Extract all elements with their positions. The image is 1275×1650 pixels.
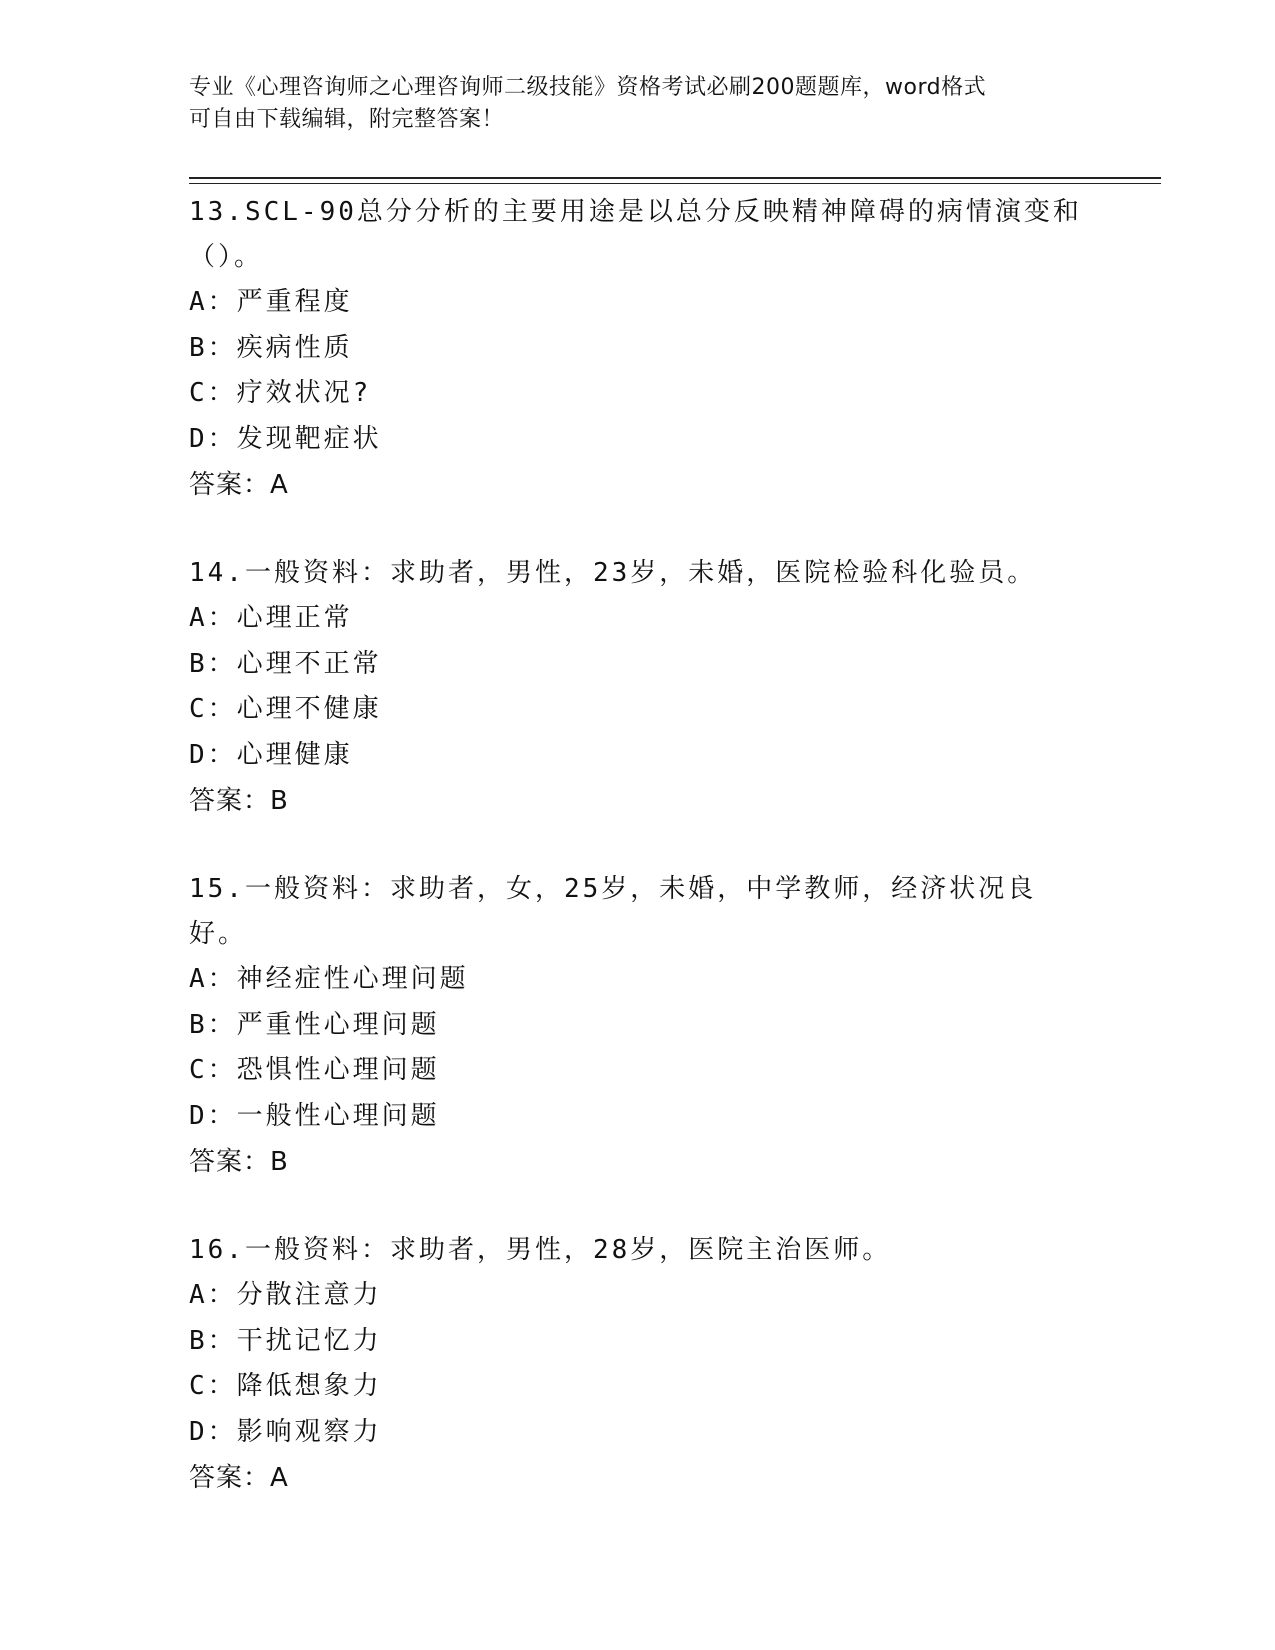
option-a: A：神经症性心理问题 <box>189 964 469 994</box>
option-c: C：恐惧性心理问题 <box>189 1055 440 1085</box>
question-stem: 16.一般资料：求助者，男性，28岁，医院主治医师。 <box>189 1235 892 1265</box>
question-stem: 15.一般资料：求助者，女，25岁，未婚，中学教师，经济状况良好。 <box>189 874 1037 949</box>
question-14 <box>189 551 1089 824</box>
answer-line <box>189 778 1089 824</box>
answer-line <box>189 1455 1089 1501</box>
answer-label: 答案： <box>189 786 271 816</box>
option-b: B：干扰记忆力 <box>189 1325 382 1356</box>
question-stem: 14.一般资料：求助者，男性，23岁，未婚，医院检验科化验员。 <box>189 558 1037 588</box>
header-divider-thin <box>189 183 1161 184</box>
question-15 <box>189 867 1089 1185</box>
option-c: C：疗效状况? <box>189 378 372 408</box>
answer-label: 答案： <box>189 470 271 500</box>
question-list <box>189 190 1089 1544</box>
question-13 <box>189 190 1089 508</box>
document-header <box>189 72 1089 136</box>
option-a: A：分散注意力 <box>189 1280 382 1310</box>
option-list <box>189 280 1089 462</box>
option-a: A：严重程度 <box>189 287 353 317</box>
option-d: D：影响观察力 <box>189 1416 382 1447</box>
option-list <box>189 596 1089 778</box>
option-b: B：疾病性质 <box>189 332 353 363</box>
answer-label: 答案： <box>189 1147 271 1177</box>
option-d: D：一般性心理问题 <box>189 1100 440 1131</box>
answer-value: B <box>270 786 289 816</box>
question-16 <box>189 1228 1089 1501</box>
option-b: B：严重性心理问题 <box>189 1009 440 1040</box>
question-stem: 13.SCL-90总分分析的主要用途是以总分反映精神障碍的病情演变和（）。 <box>189 197 1082 272</box>
answer-label: 答案： <box>189 1463 271 1493</box>
answer-value: A <box>270 1463 289 1493</box>
answer-line <box>189 462 1089 508</box>
answer-value: B <box>270 1147 289 1177</box>
option-list <box>189 957 1089 1139</box>
option-b: B：心理不正常 <box>189 648 382 679</box>
option-list <box>189 1273 1089 1455</box>
option-d: D：心理健康 <box>189 739 353 770</box>
header-line-2: 可自由下载编辑，附完整答案！ <box>189 107 505 132</box>
answer-line <box>189 1139 1089 1185</box>
option-a: A：心理正常 <box>189 603 353 633</box>
option-c: C：心理不健康 <box>189 694 382 724</box>
option-d: D：发现靶症状 <box>189 423 382 454</box>
option-c: C：降低想象力 <box>189 1371 382 1401</box>
answer-value: A <box>270 470 289 500</box>
header-divider-thick <box>189 177 1161 179</box>
header-line-1: 专业《心理咨询师之心理咨询师二级技能》资格考试必刷200题题库，word格式 <box>189 75 987 100</box>
